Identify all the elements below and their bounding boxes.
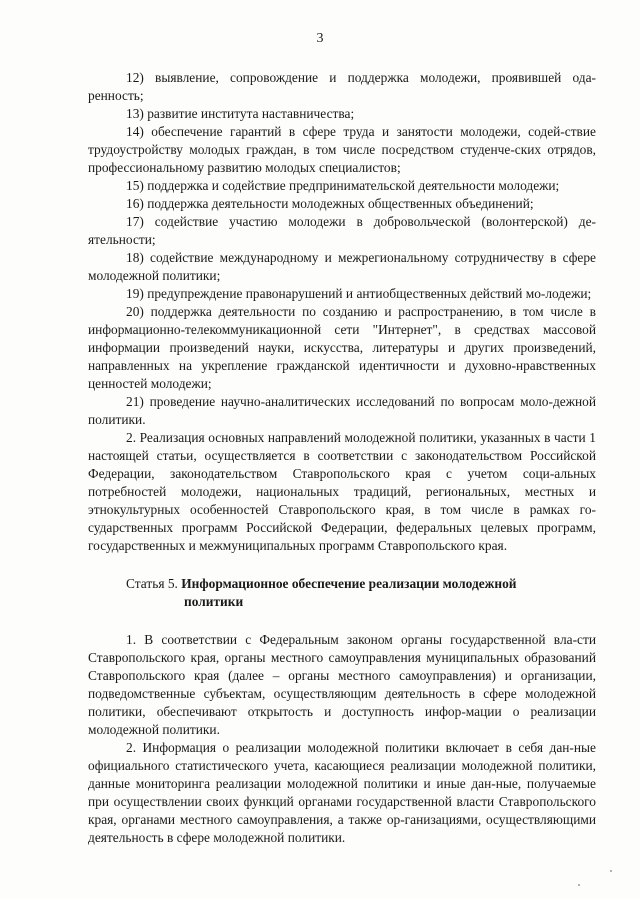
list-item-20: 20) поддержка деятельности по созданию и распространению, в том числе в информационно-телекоммуникационной сети "Интернет", в средствах массовой информации произведений науки, искусства, литературы и других произведений, направленных на укрепление гражданской идентичности и духовно-нравственных ценностей молодежи; bbox=[88, 304, 596, 391]
list-item-18: 18) содействие международному и межрегиональному сотрудничеству в сфере молодежной политики; bbox=[88, 250, 596, 283]
article-number: Статья 5. bbox=[126, 576, 178, 591]
scan-speck bbox=[578, 884, 580, 886]
article-5-heading bbox=[88, 575, 596, 611]
list-item-21: 21) проведение научно-аналитических исследований по вопросам моло-дежной политики. bbox=[88, 394, 596, 427]
list-item-14: 14) обеспечение гарантий в сфере труда и занятости молодежи, содей-ствие трудоустройству молодых граждан, в том числе посредством студенче-ских отрядов, профессиональному развитию молодых специалистов; bbox=[88, 124, 596, 175]
list-item-13: 13) развитие института наставничества; bbox=[126, 106, 355, 121]
list-item-17: 17) содействие участию молодежи в добровольческой (волонтерской) де-ятельности; bbox=[88, 214, 596, 247]
list-item-19: 19) предупреждение правонарушений и антиобщественных действий мо-лодежи; bbox=[126, 286, 592, 301]
list-item-12: 12) выявление, сопровождение и поддержка молодежи, проявившей ода-ренность; bbox=[88, 70, 596, 103]
scan-speck bbox=[610, 870, 612, 872]
article-title: Информационное обеспечение реализации молодежной bbox=[181, 576, 517, 591]
list-item-15: 15) поддержка и содействие предпринимательской деятельности молодежи; bbox=[126, 178, 560, 193]
article-5-paragraph-2: 2. Информация о реализации молодежной политики включает в себя дан-ные официального статистического учета, касающиеся реализации молодежной политики, данные мониторинга реализации молодежной политики и иные дан-ные, получаемые при осуществлении своих функций органами государственной власти Ставропольского края, органами местного самоуправления, а также ор-ганизациями, осуществляющими деятельность в сфере молодежной политики. bbox=[88, 740, 596, 845]
list-item-16: 16) поддержка деятельности молодежных общественных объединений; bbox=[126, 196, 534, 211]
page-number: 3 bbox=[316, 31, 324, 46]
article-5-paragraph-1: 1. В соответствии с Федеральным законом органы государственной вла-сти Ставропольского края, органы местного самоуправления муниципальных образований Ставропольского края (далее – органы местного самоуправления) и организации, подведомственные субъектам, осуществляющим деятельность в сфере молодежной политики, обеспечивают открытость и доступность инфор-мации о реализации молодежной политики. bbox=[88, 632, 596, 737]
document-body bbox=[88, 69, 596, 847]
article-title-continuation: политики bbox=[184, 594, 244, 609]
paragraph-point-2: 2. Реализация основных направлений молодежной политики, указанных в части 1 настоящей статьи, осуществляется в соответствии с законодательством Российской Федерации, законодательством Ставропольского края с учетом соци-альных потребностей молодежи, национальных традиций, региональных, местных и этнокультурных особенностей Ставропольского края, в том числе в рамках го-сударственных программ Российской Федерации, федеральных целевых программ, государственных и межмуниципальных программ Ставропольского края. bbox=[88, 430, 596, 553]
